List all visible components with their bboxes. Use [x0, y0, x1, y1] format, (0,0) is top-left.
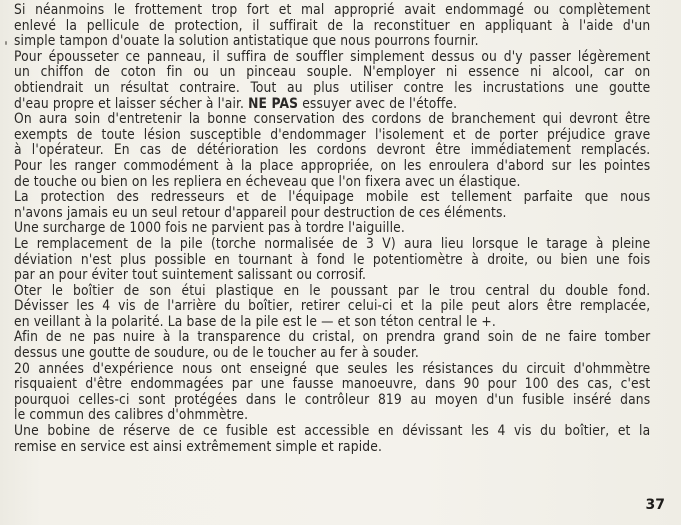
text-line: risquaient d'être endommagées par une fausse manoeuvre, dans 90 pour 100 des cas, c'est [14, 376, 651, 393]
text-line: en veillant à la polarité. La base de la pile est le — et son téton central le +. [14, 313, 496, 330]
text-line: On aura soin d'entretenir la bonne conservation des cordons de branchement qui devront être [14, 111, 651, 128]
text-segment: essuyer avec de l'étoffe. [298, 95, 458, 112]
text-line: déviation n'est plus possible en tournant à fond le potentiomètre à droite, ou bien une fois [14, 251, 651, 268]
text-line: dessus une goutte de soudure, ou de le toucher au fer à souder. [14, 345, 419, 362]
text-line: Pour les ranger commodément à la place appropriée, on les enroulera d'abord sur les pointes [14, 157, 651, 174]
text-line: de touche ou bien on les repliera en écheveau que l'on fixera avec un élastique. [14, 173, 521, 190]
text-line: pourquoi celles-ci sont protégées dans le contrôleur 819 au moyen d'un fusible inséré dans [14, 391, 651, 408]
text-line: obtiendrait un résultat contraire. Tout au plus utiliser contre les incrustations une goutte [14, 79, 651, 96]
text-line: un chiffon de coton fin ou un pinceau souple. N'employer ni essence ni alcool, car on [14, 64, 651, 81]
text-line: enlevé la pellicule de protection, il suffirait de la reconstituer en appliquant à l'aide d'un [14, 17, 651, 34]
text-line: La protection des redresseurs et de l'équipage mobile est tellement parfaite que nous [14, 189, 651, 206]
text-line: Une bobine de réserve de ce fusible est accessible en dévissant les 4 vis du boîtier, et la [14, 423, 651, 440]
text-line: n'avons jamais eu un seul retour d'appareil pour destruction de ces éléments. [14, 204, 507, 221]
text-line: Pour épousseter ce panneau, il suffira de souffler simplement dessus ou d'y passer légèrement [14, 48, 651, 65]
margin-mark [5, 41, 7, 45]
body-text [14, 3, 650, 455]
emphasis-ne-pas: NE PAS [248, 95, 299, 112]
text-line: simple tampon d'ouate la solution antistatique que nous pourrons fournir. [14, 33, 479, 50]
text-line: Le remplacement de la pile (torche normalisée de 3 V) aura lieu lorsque le tarage à pleine [14, 235, 651, 252]
text-line [14, 97, 650, 113]
text-line: Oter le boîtier de son étui plastique en le poussant par le trou central du double fond. [14, 282, 651, 299]
text-line: le commun des calibres d'ohmmètre. [14, 407, 249, 424]
text-line: Dévisser les 4 vis de l'arrière du boîtier, retirer celui-ci et la pile peut alors être remplacée, [14, 298, 651, 315]
text-line: remise en service est ainsi extrêmement simple et rapide. [14, 438, 383, 455]
text-line: Une surcharge de 1000 fois ne parvient pas à tordre l'aiguille. [14, 220, 405, 237]
text-line: exempts de toute lésion susceptible d'endommager l'isolement et de porter préjudice grave [14, 126, 651, 143]
text-line: à l'opérateur. En cas de détérioration les cordons devront être immédiatement remplacés. [14, 142, 651, 159]
text-line: Afin de ne pas nuire à la transparence du cristal, on prendra grand soin de ne faire tomber [14, 329, 651, 346]
text-line: par an pour éviter tout suintement salissant ou corrosif. [14, 267, 367, 284]
text-segment: d'eau propre et laisser sécher à l'air. [14, 95, 249, 112]
text-line: Si néanmoins le frottement trop fort et mal approprié avait endommagé ou complètement [14, 2, 651, 18]
page-number: 37 [645, 497, 665, 513]
text-line: 20 années d'expérience nous ont enseigné que seules les résistances du circuit d'ohmmètre [14, 360, 651, 377]
